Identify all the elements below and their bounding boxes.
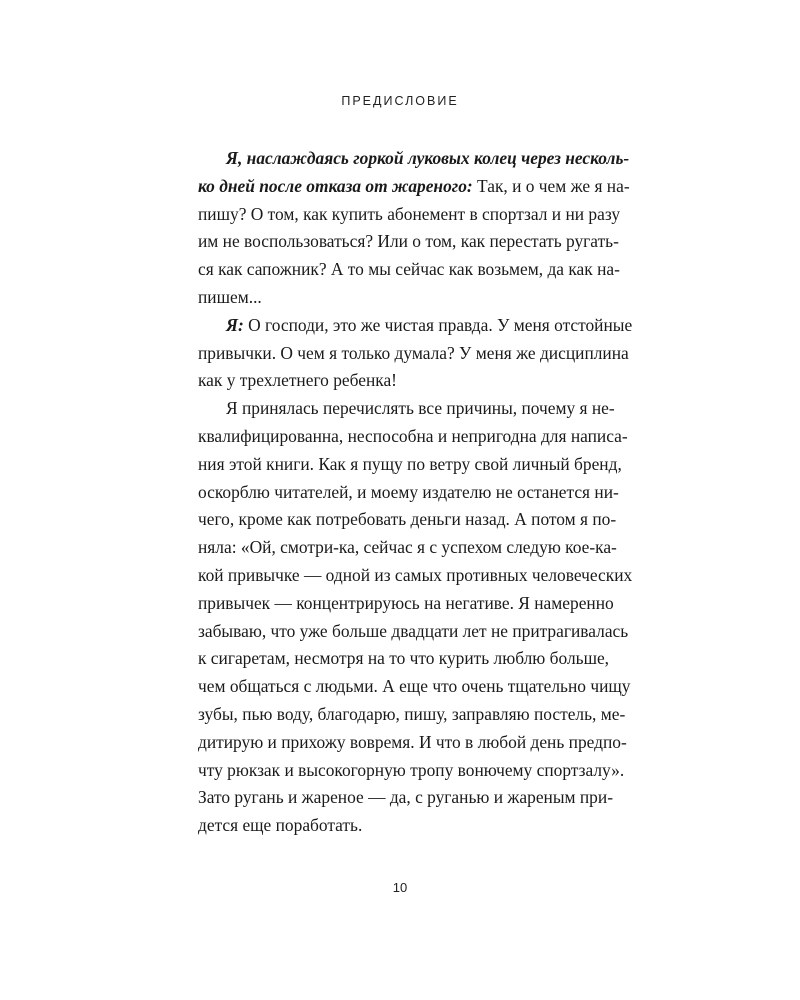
text-line: зубы, пью воду, благодарю, пишу, заправляю постель, ме- <box>198 703 626 724</box>
text-line: Я: О господи, это же чистая правда. У меня отстойные <box>226 314 633 335</box>
running-header: ПРЕДИСЛОВИЕ <box>341 94 459 108</box>
text-line: пишу? О том, как купить абонемент в спортзал и ни разу <box>198 203 621 224</box>
text-line: Зато ругань и жареное — да, с руганью и жареным при- <box>198 787 613 808</box>
text-line: к сигаретам, несмотря на то что курить люблю больше, <box>198 648 610 669</box>
text-line: Я принялась перечислять все причины, почему я не- <box>226 398 615 419</box>
text-line: дитирую и прихожу вовремя. И что в любой день предпо- <box>198 731 627 752</box>
text-line: привычек — концентрируюсь на негативе. Я намеренно <box>198 592 614 613</box>
text-line: дется еще поработать. <box>198 815 363 836</box>
text-line: квалифицированна, неспособна и непригодна для написа- <box>198 425 628 446</box>
text-line: ко дней после отказа от жареного: Так, и о чем же я на- <box>198 175 630 196</box>
text-line: чту рюкзак и высокогорную тропу вонючему спортзалу». <box>198 759 625 780</box>
text-line: чем общаться с людьми. А еще что очень тщательно чищу <box>198 676 631 697</box>
text-line: оскорблю читателей, и моему издателю не останется ни- <box>198 481 619 502</box>
text-line: пишем... <box>198 286 262 307</box>
paragraph <box>198 312 633 395</box>
text-line: им не воспользоваться? Или о том, как перестать ругать- <box>198 231 619 252</box>
speaker-label: ко дней после отказа от жареного: <box>198 175 473 196</box>
speaker-label: Я, наслаждаясь горкой луковых колец через несколь- <box>226 148 630 168</box>
text-line: няла: «Ой, смотри-ка, сейчас я с успехом следую кое-ка- <box>198 537 617 558</box>
body-text <box>198 145 633 840</box>
text-line: ся как сапожник? А то мы сейчас как возьмем, да как на- <box>198 259 620 280</box>
text-line: привычки. О чем я только думала? У меня же дисциплина <box>198 342 629 363</box>
text-line <box>198 145 630 173</box>
text-line: как у трехлетнего ребенка! <box>198 370 397 391</box>
page-number: 10 <box>392 880 408 895</box>
speaker-label: Я: <box>226 314 244 335</box>
paragraph <box>198 395 633 840</box>
text-line: кой привычке — одной из самых противных человеческих <box>198 564 633 585</box>
text-line: ния этой книги. Как я пущу по ветру свой личный бренд, <box>198 453 622 474</box>
paragraph <box>198 145 630 312</box>
text-line: забываю, что уже больше двадцати лет не притрагивалась <box>198 620 629 641</box>
text-line: чего, кроме как потребовать деньги назад. А потом я по- <box>198 509 617 530</box>
